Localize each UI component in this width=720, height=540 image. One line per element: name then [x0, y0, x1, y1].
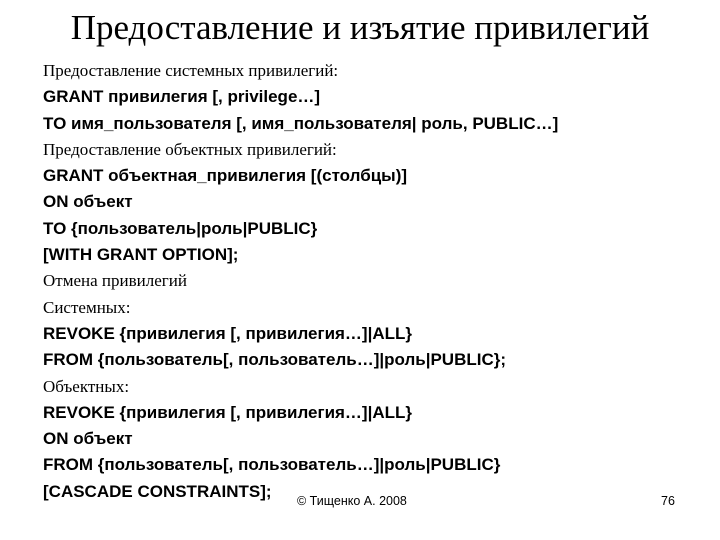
code-line: GRANT привилегия [, privilege…]	[43, 87, 321, 107]
section-heading-revoke: Отмена привилегий	[43, 271, 187, 291]
code-line: ON объект	[43, 429, 133, 449]
code-line: [CASCADE CONSTRAINTS];	[43, 481, 272, 501]
section-heading-system-grant: Предоставление системных привилегий:	[43, 61, 339, 80]
section-heading-revoke-object: Объектных:	[43, 376, 130, 396]
code-line: [WITH GRANT OPTION];	[43, 245, 239, 265]
code-line: ON объект	[43, 192, 133, 212]
code-line: TO {пользователь|роль|PUBLIC}	[43, 218, 318, 238]
code-line: FROM {пользователь[, пользователь…]|роль|PUBLIC};	[43, 350, 507, 370]
code-line: REVOKE {привилегия [, привилегия…]|ALL}	[43, 323, 413, 343]
code-line: REVOKE {привилегия [, привилегия…]|ALL}	[43, 402, 413, 422]
page-number: 76	[661, 494, 675, 508]
slide-title: Предоставление и изъятие привилегий	[70, 8, 650, 47]
slide-body	[43, 58, 713, 505]
code-line: GRANT объектная_привилегия [(столбцы)]	[43, 166, 408, 186]
footer-copyright: © Тищенко А. 2008	[297, 494, 407, 508]
section-heading-object-grant: Предоставление объектных привилегий:	[43, 139, 337, 159]
section-heading-revoke-system: Системных:	[43, 297, 131, 317]
code-line: TO имя_пользователя [, имя_пользователя| роль, PUBLIC…]	[43, 113, 559, 133]
code-line: FROM {пользователь[, пользователь…]|роль|PUBLIC}	[43, 455, 501, 475]
